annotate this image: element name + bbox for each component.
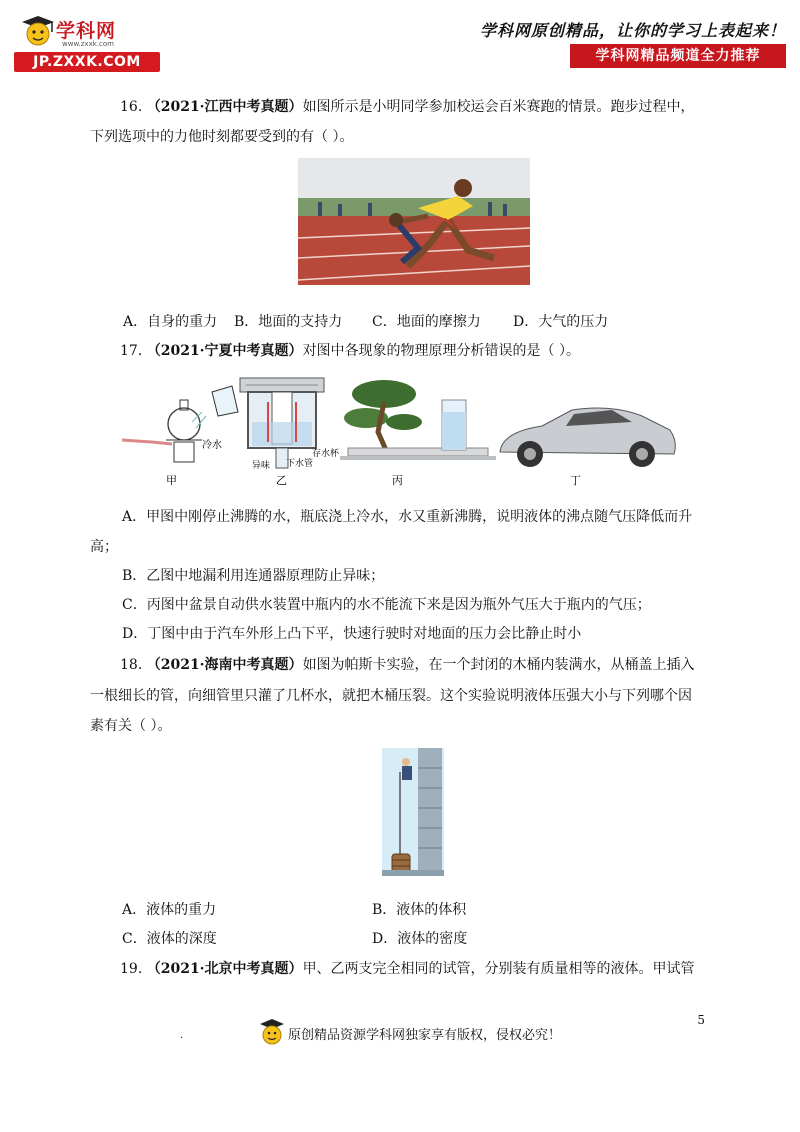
q16-option-b: B．地面的支持力: [234, 314, 343, 330]
label-smell: 异味: [252, 461, 271, 471]
q18-line2: 一根细长的管，向细管里只灌了几杯水，就把木桶压裂。这个实验说明液体压强大小与下列哪个因: [90, 688, 692, 704]
logo-url: www.zxxk.com: [62, 40, 114, 48]
q17-text1: 对图中各现象的物理原理分析错误的是（ ）。: [302, 343, 581, 359]
q19-number: 19.: [120, 961, 143, 977]
q16-source: （2021·江西中考真题）: [146, 99, 303, 115]
q16-option-c: C．地面的摩擦力: [372, 314, 481, 330]
q17-option-d: D．丁图中由于汽车外形上凸下平，快速行驶时对地面的压力会比静止时小: [122, 626, 582, 642]
q19-source: （2021·北京中考真题）: [146, 961, 303, 977]
q17-option-a-line2: 高；: [90, 539, 118, 555]
label-cup: 存水杯: [312, 449, 340, 459]
q16-line2: 下列选项中的力他时刻都要受到的有（ ）。: [90, 129, 354, 145]
header-slogan: 学科网原创精品，让你的学习上表起来！: [479, 21, 786, 40]
q16-option-a: A．自身的重力: [123, 314, 218, 330]
q18-option-b: B．液体的体积: [372, 902, 467, 918]
label-bing: 丙: [392, 474, 403, 487]
footer-dot: .: [180, 1030, 184, 1041]
label-jia: 甲: [166, 474, 177, 487]
q17-option-c: C．丙图中盆景自动供水装置中瓶内的水不能流下来是因为瓶外气压大于瓶内的气压；: [122, 597, 651, 613]
q18-option-a: A．液体的重力: [122, 902, 217, 918]
q18-line1: [120, 655, 695, 675]
q16-text1: 如图所示是小明同学参加校运会百米赛跑的情景。跑步过程中，: [302, 99, 695, 115]
q17-option-a-line1: A．甲图中刚停止沸腾的水，瓶底浇上冷水，水又重新沸腾，说明液体的沸点随气压降低而升: [122, 509, 693, 525]
q17-line1: [120, 341, 580, 361]
q16-sprinter-photo: [298, 158, 530, 285]
q19-text1: 甲、乙两支完全相同的试管，分别装有质量相等的液体。甲试管: [302, 961, 695, 977]
logo-name: 学科网: [56, 20, 117, 42]
q17-source: （2021·宁夏中考真题）: [146, 343, 303, 359]
label-ding: 丁: [570, 474, 581, 487]
q16-option-d: D．大气的压力: [513, 314, 609, 330]
footer: [258, 1016, 638, 1052]
page-number: 5: [697, 1013, 705, 1027]
q18-text1: 如图为帕斯卡实验，在一个封闭的木桶内装满水，从桶盖上插入: [302, 657, 695, 673]
mascot-icon: [258, 1016, 286, 1048]
q17-figure: [122, 372, 682, 488]
label-cold-water: 冷水: [202, 440, 222, 451]
header-banner: 学科网精品频道全力推荐: [570, 44, 786, 68]
q18-pascal-barrel-figure: [382, 748, 444, 876]
footer-copyright: 原创精品资源学科网独家享有版权，侵权必究！: [288, 1028, 562, 1043]
q18-source: （2021·海南中考真题）: [146, 657, 303, 673]
q18-option-d: D．液体的密度: [372, 931, 468, 947]
q18-option-c: C．液体的深度: [122, 931, 217, 947]
label-yi: 乙: [276, 474, 287, 487]
q18-number: 18.: [120, 657, 143, 673]
bonsai-diagram: [340, 380, 496, 460]
mascot-icon: [16, 12, 56, 48]
q16-number: 16.: [120, 99, 143, 115]
q19-line1: [120, 959, 695, 979]
site-logo: [14, 14, 164, 72]
q17-number: 17.: [120, 343, 143, 359]
q17-option-b: B．乙图中地漏利用连通器原理防止异味；: [122, 568, 385, 584]
label-pipe: 下水管: [286, 459, 314, 469]
q16-line1: [120, 97, 695, 117]
car-diagram: [500, 408, 675, 467]
q18-line3: 素有关（ ）。: [90, 718, 172, 734]
logo-domain-bar: JP.ZXXK.COM: [14, 52, 160, 72]
